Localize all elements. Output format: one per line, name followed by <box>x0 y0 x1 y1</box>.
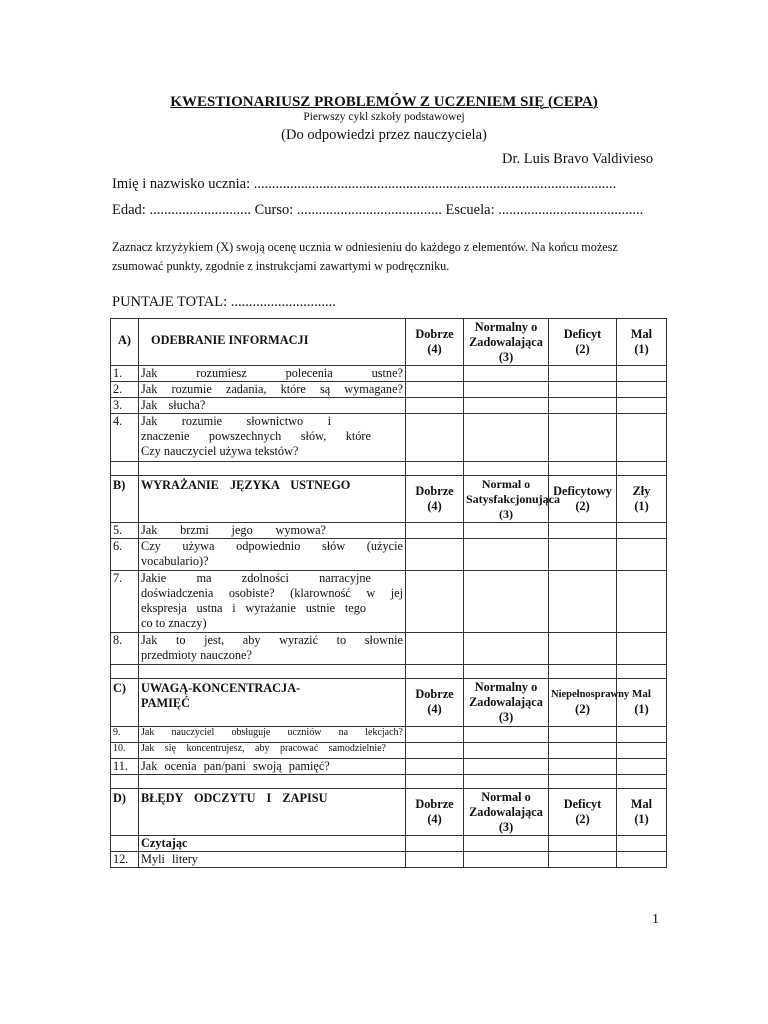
rating-cell[interactable] <box>464 539 549 571</box>
rating-cell[interactable] <box>464 523 549 539</box>
table-row <box>111 727 667 743</box>
rating-cell[interactable] <box>549 414 617 462</box>
table-row <box>111 382 667 398</box>
col-header-bad: Mal (1) <box>617 679 667 727</box>
section-b-letter: B) <box>111 476 139 523</box>
item-number: 5. <box>111 523 139 539</box>
item-question: Jak słucha? <box>139 398 406 414</box>
col-header-normal: Normal o Zadowalająca (3) <box>464 789 549 836</box>
item-number: 8. <box>111 633 139 665</box>
item-number: 11. <box>111 759 139 775</box>
section-d-letter: D) <box>111 789 139 836</box>
col-header-good: Dobrze (4) <box>406 476 464 523</box>
rating-cell[interactable] <box>406 382 464 398</box>
rating-cell[interactable] <box>406 759 464 775</box>
rating-cell[interactable] <box>464 633 549 665</box>
item-number: 3. <box>111 398 139 414</box>
rating-cell[interactable] <box>464 414 549 462</box>
edad-field[interactable]: Edad: ............................ <box>112 202 251 218</box>
rating-cell[interactable] <box>549 852 617 868</box>
curso-field[interactable]: Curso: ........................................ <box>254 202 442 218</box>
col-header-bad: Zły (1) <box>617 476 667 523</box>
rating-cell[interactable] <box>406 852 464 868</box>
item-question: Jak się koncentrujesz, aby pracować samodzielnie? <box>139 743 406 759</box>
rating-cell[interactable] <box>406 398 464 414</box>
instructions: Zaznacz krzyżykiem (X) swoją ocenę ucznia w odniesieniu do każdego z elementów. Na końcu możesz zsumować punkty, zgodnie z instrukcjami zawartymi w podręczniku. <box>112 240 618 273</box>
item-question: Jakie ma zdolności narracyjne doświadczenia osobiste? (klarowność w jej ekspresja ustna i wyrażanie ustnie tego co to znaczy) <box>139 571 406 633</box>
item-number: 4. <box>111 414 139 462</box>
rating-cell[interactable] <box>549 759 617 775</box>
rating-cell[interactable] <box>617 523 667 539</box>
rating-cell[interactable] <box>464 398 549 414</box>
rating-cell[interactable] <box>464 366 549 382</box>
author: Dr. Luis Bravo Valdivieso <box>502 151 654 167</box>
spacer-row <box>111 665 667 679</box>
item-number: 9. <box>111 727 139 743</box>
section-d-header <box>111 789 667 836</box>
rating-cell[interactable] <box>617 759 667 775</box>
col-header-deficit: Niepełnosprawny (2) <box>549 679 617 727</box>
section-b-title: WYRAŻANIE JĘZYKA USTNEGO <box>139 476 406 523</box>
rating-cell[interactable] <box>617 743 667 759</box>
escuela-field[interactable]: Escuela: ........................................ <box>445 202 644 218</box>
rating-cell[interactable] <box>464 727 549 743</box>
item-question: Jak nauczyciel obsługuje uczniów na lekcjach? <box>139 727 406 743</box>
item-number: 1. <box>111 366 139 382</box>
section-c-letter: C) <box>111 679 139 727</box>
table-row <box>111 633 667 665</box>
rating-cell[interactable] <box>464 743 549 759</box>
rating-cell[interactable] <box>406 366 464 382</box>
item-question: Jak rozumiesz polecenia ustne? <box>139 366 406 382</box>
rating-cell[interactable] <box>617 539 667 571</box>
page-title: KWESTIONARIUSZ PROBLEMÓW Z UCZENIEM SIĘ (CEPA) <box>170 94 598 110</box>
student-info-fields <box>112 202 643 219</box>
table-row <box>111 571 667 633</box>
item-question: Myli litery <box>139 852 406 868</box>
rating-cell[interactable] <box>617 633 667 665</box>
item-number: 7. <box>111 571 139 633</box>
rating-cell[interactable] <box>617 571 667 633</box>
rating-cell[interactable] <box>406 539 464 571</box>
page-number: 1 <box>652 912 659 927</box>
item-question: Czy używa odpowiednio słów (użycie vocabulario)? <box>139 539 406 571</box>
table-row <box>111 398 667 414</box>
section-a-letter: A) <box>111 319 139 366</box>
item-number: 6. <box>111 539 139 571</box>
rating-cell[interactable] <box>464 571 549 633</box>
table-row <box>111 539 667 571</box>
section-c-header <box>111 679 667 727</box>
rating-cell[interactable] <box>406 743 464 759</box>
item-question: Jak rozumie zadania, które są wymagane? <box>139 382 406 398</box>
col-header-good: Dobrze (4) <box>406 319 464 366</box>
rating-cell[interactable] <box>406 571 464 633</box>
item-number: 2. <box>111 382 139 398</box>
section-d-title: BŁĘDY ODCZYTU I ZAPISU <box>139 789 406 836</box>
respondent-note: (Do odpowiedzi przez nauczyciela) <box>281 127 487 143</box>
rating-cell[interactable] <box>617 398 667 414</box>
rating-cell[interactable] <box>617 852 667 868</box>
rating-cell[interactable] <box>549 727 617 743</box>
item-question: Jak rozumie słownictwo i znaczenie powszechnych słów, które Czy nauczyciel używa tekstów? <box>139 414 406 462</box>
table-row <box>111 414 667 462</box>
page-subtitle: Pierwszy cykl szkoły podstawowej <box>303 111 465 123</box>
item-number: 10. <box>111 743 139 759</box>
rating-cell[interactable] <box>464 759 549 775</box>
section-c-title: UWAGĄ-KONCENTRACJA- PAMIĘĆ <box>139 679 406 727</box>
rating-cell[interactable] <box>464 382 549 398</box>
rating-cell[interactable] <box>549 743 617 759</box>
col-header-normal: Normalny o Zadowalająca (3) <box>464 679 549 727</box>
item-question: Jak ocenia pan/pani swoją pamięć? <box>139 759 406 775</box>
table-row <box>111 743 667 759</box>
subheading-row <box>111 836 667 852</box>
rating-cell[interactable] <box>549 382 617 398</box>
table-row <box>111 759 667 775</box>
rating-cell[interactable] <box>617 727 667 743</box>
rating-cell[interactable] <box>617 382 667 398</box>
section-a-title: ODEBRANIE INFORMACJI <box>139 319 406 366</box>
rating-cell[interactable] <box>549 398 617 414</box>
student-name-field[interactable]: Imię i nazwisko ucznia: .................................................................................................... <box>112 176 617 192</box>
table-row <box>111 852 667 868</box>
total-score-field[interactable]: PUNTAJE TOTAL: ............................. <box>112 294 336 310</box>
section-b-header <box>111 476 667 523</box>
rating-cell[interactable] <box>549 523 617 539</box>
col-header-normal: Normal o Satysfakcjonująca (3) <box>464 476 549 523</box>
spacer-row <box>111 462 667 476</box>
col-header-deficit: Deficyt (2) <box>549 319 617 366</box>
rating-cell[interactable] <box>549 366 617 382</box>
rating-cell[interactable] <box>464 852 549 868</box>
col-header-deficit: Deficyt (2) <box>549 789 617 836</box>
col-header-deficit: Deficytowy (2) <box>549 476 617 523</box>
table-row <box>111 366 667 382</box>
table-row <box>111 523 667 539</box>
item-number: 12. <box>111 852 139 868</box>
section-a-header <box>111 319 667 366</box>
spacer-row <box>111 775 667 789</box>
col-header-bad: Mal (1) <box>617 319 667 366</box>
item-question: Jak brzmi jego wymowa? <box>139 523 406 539</box>
rating-cell[interactable] <box>406 727 464 743</box>
col-header-normal: Normalny o Zadowalająca (3) <box>464 319 549 366</box>
col-header-good: Dobrze (4) <box>406 789 464 836</box>
rating-cell[interactable] <box>406 523 464 539</box>
rating-cell[interactable] <box>617 366 667 382</box>
rating-cell[interactable] <box>549 539 617 571</box>
questionnaire-table <box>110 318 667 868</box>
col-header-bad: Mal (1) <box>617 789 667 836</box>
rating-cell[interactable] <box>406 633 464 665</box>
rating-cell[interactable] <box>406 414 464 462</box>
item-question: Jak to jest, aby wyrazić to słownie przedmioty nauczone? <box>139 633 406 665</box>
rating-cell[interactable] <box>549 633 617 665</box>
section-d-subheading: Czytając <box>139 836 406 852</box>
rating-cell[interactable] <box>617 414 667 462</box>
rating-cell[interactable] <box>549 571 617 633</box>
col-header-good: Dobrze (4) <box>406 679 464 727</box>
